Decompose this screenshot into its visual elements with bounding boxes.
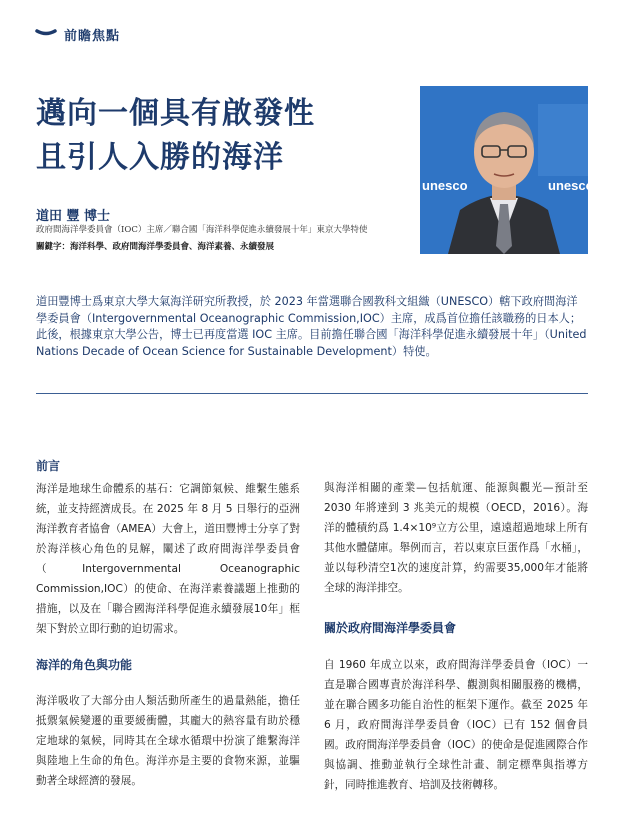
paragraph-industry: 與海洋相關的產業—包括航運、能源與觀光—預計至 2030 年將達到 3 兆美元的規模（OECD，2016）。海洋的體積約爲 1.4×10⁹立方公里，遠遠超過地球上所有其他水體儲庫。舉例而言，若以東京巨蛋作爲「水桶」，並以每秒清空1次的速度計算，約需要35,000年才能將全球的海洋排空。 [324,482,588,594]
title-line-1: 邁向一個具有啟發性 [36,96,315,131]
photo-logo-text-left: unesco [422,178,468,193]
title-line-2: 且引人入勝的海洋 [36,140,284,175]
section-label: 前瞻焦點 [64,29,121,44]
paragraph-preface: 海洋是地球生命體系的基石：它調節氣候、維繫生態系統，並支持經濟成長。在 2025 年 8 月 5 日舉行的亞洲海洋教育者協會（AMEA）大會上，道田豐博士分享了對於海洋核心角色的見解，闡述了政府間海洋學委員會（Intergovernmental Oceanographic Commission,IOC）的使命、在海洋素養議題上推動的措施，以及在「聯合國海洋科學促進永續發展10年」框架下對於立即行動的迫切需求。 [36,483,300,635]
intro-paragraph: 道田豐博士爲東京大學大氣海洋研究所教授，於 2023 年當選聯合國教科文組織（UNESCO）轄下政府間海洋學委員會（Intergovernmental Oceanographic Commission,IOC）主席，成爲首位擔任該職務的日本人；此後，根據東京大學公告，博士已再度當選 IOC 主席。目前擔任聯合國「海洋科學促進永續發展十年」（United Nations Decade of Ocean Science for Sustainable Development）特使。 [36,295,587,358]
photo-logo-text-right: unesco [548,178,594,193]
author-name: 道田 豐 博士 [36,209,111,224]
heading-preface: 前言 [36,459,61,473]
heading-ocean-role: 海洋的角色與功能 [36,658,133,672]
section-mark-icon [36,28,56,36]
paragraph-ocean-role: 海洋吸收了大部分由人類活動所產生的過量熱能，擔任抵禦氣候變遷的重要緩衝體，其龐大的熱容量有助於穩定地球的氣候，同時其在全球水循環中扮演了維繫海洋與陸地上生命的角色。海洋亦是主要的食物來源，並驅動著全球經濟的發展。 [36,695,300,787]
heading-about-ioc: 關於政府間海洋學委員會 [324,621,457,635]
right-column [324,478,588,795]
author-affiliation: 政府間海洋學委員會（IOC）主席／聯合國「海洋科學促進永續發展十年」東京大學特使 [36,225,368,235]
author-photo [420,86,594,254]
divider [36,393,588,394]
paragraph-about-ioc: 自 1960 年成立以來，政府間海洋學委員會（IOC）一直是聯合國專責於海洋科學、觀測與相關服務的機構，並在聯合國多功能自治性的框架下運作。截至 2025 年 6 月，政府間海洋學委員會（IOC）已有 152 個會員國。政府間海洋學委員會（IOC）的使命是促進國際合作與協調、推動並執行全球性計畫、制定標準與指導方針，同時推進教育、培訓及技術轉移。 [324,659,588,791]
portrait-illustration [420,86,594,254]
keywords: 關鍵字：海洋科學、政府間海洋學委員會、海洋素養、永續發展 [36,242,275,252]
article-title [36,92,315,180]
left-column [36,456,300,791]
